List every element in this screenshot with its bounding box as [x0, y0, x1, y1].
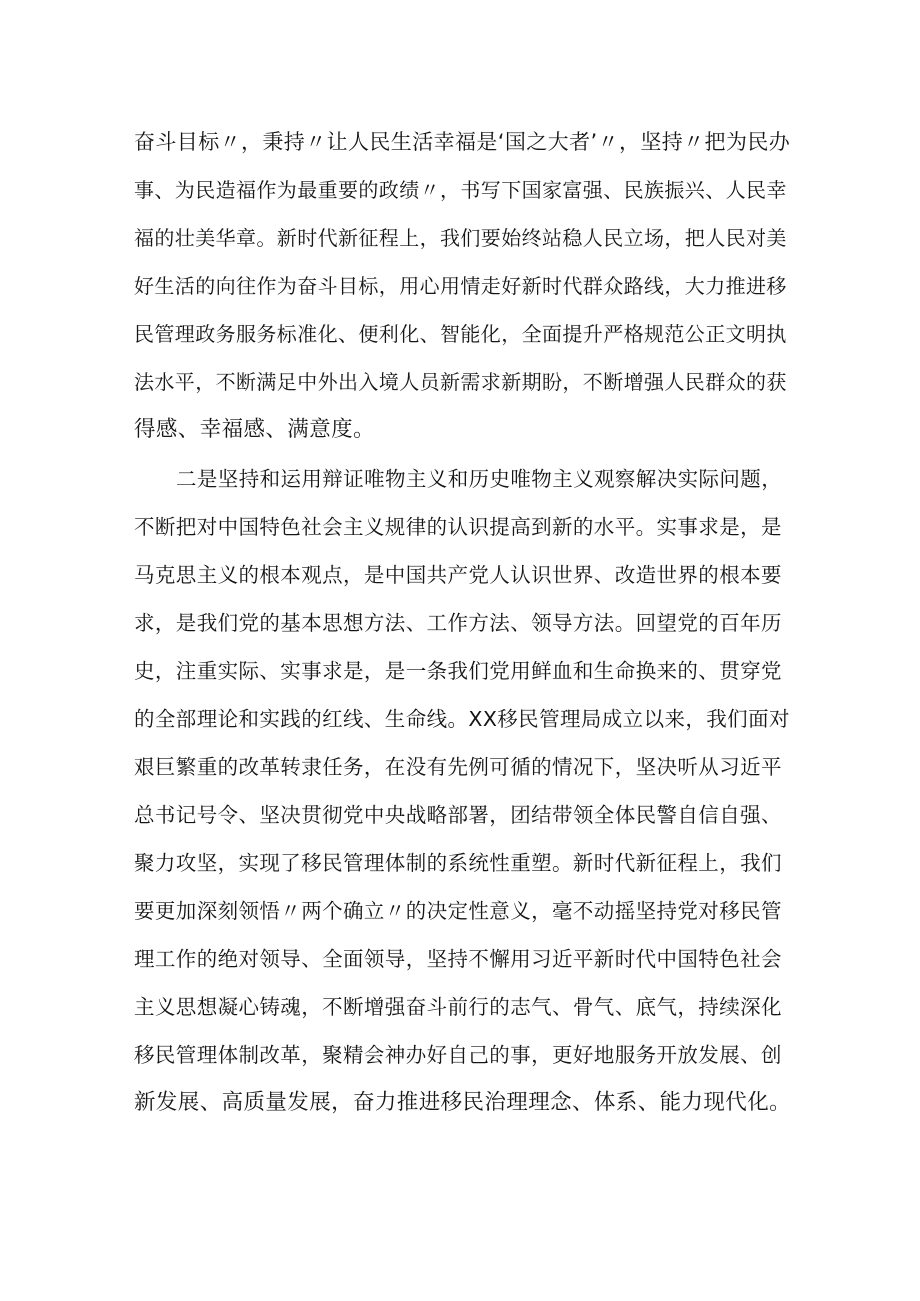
paragraph-2-line: 总书记号令、坚决贯彻党中央战略部署，团结带领全体民警自信自强、 — [134, 803, 782, 827]
paragraph-1-line: 法水平，不断满足中外出入境人员新需求新期盼，不断增强人民群众的获 — [134, 370, 787, 394]
paragraph-1-line: 民管理政务服务标准化、便利化、智能化，全面提升严格规范公正文明执 — [134, 322, 787, 346]
paragraph-2-line: 马克思主义的根本观点，是中国共产党人认识世界、改造世界的根本要 — [134, 563, 782, 587]
paragraph-2-line: 聚力攻坚，实现了移民管理体制的系统性重塑。新时代新征程上，我们 — [134, 851, 782, 875]
paragraph-1-line: 好生活的向往作为奋斗目标，用心用情走好新时代群众路线，大力推进移 — [134, 274, 787, 298]
paragraph-1-line: 奋斗目标〃，秉持〃让人民生活幸福是‘国之大者’〃，坚持〃把为民办 — [134, 130, 791, 154]
paragraph-1 — [134, 118, 794, 454]
paragraph-2-line: 求，是我们党的基本思想方法、工作方法、领导方法。回望党的百年历 — [134, 611, 782, 635]
paragraph-2 — [134, 455, 794, 1127]
paragraph-2-line: 移民管理体制改革，聚精会神办好自己的事，更好地服务开放发展、创 — [134, 1043, 782, 1067]
paragraph-2-line: 主义思想凝心铸魂，不断增强奋斗前行的志气、骨气、底气，持续深化 — [134, 995, 782, 1019]
paragraph-2-line: 要更加深刻领悟〃两个确立〃的决定性意义，毫不动摇坚持党对移民管 — [134, 899, 782, 923]
paragraph-2-line: 的全部理论和实践的红线、生命线。XX移民管理局成立以来，我们面对 — [134, 707, 790, 731]
paragraph-1-line: 得感、幸福感、满意度。 — [134, 417, 375, 442]
paragraph-2-line: 新发展、高质量发展，奋力推进移民治理理念、体系、能力现代化。 — [134, 1090, 792, 1115]
paragraph-2-line: 不断把对中国特色社会主义规律的认识提高到新的水平。实事求是，是 — [134, 515, 782, 539]
paragraph-1-line: 福的壮美华章。新时代新征程上，我们要始终站稳人民立场，把人民对美 — [134, 226, 787, 250]
paragraph-2-line: 二是坚持和运用辩证唯物主义和历史唯物主义观察解决实际问题， — [176, 467, 783, 491]
paragraph-1-line: 事、为民造福作为最重要的政绩〃，书写下国家富强、民族振兴、人民幸 — [134, 178, 787, 202]
paragraph-2-line: 史，注重实际、实事求是，是一条我们党用鲜血和生命换来的、贯穿党 — [134, 659, 782, 683]
paragraph-2-line: 理工作的绝对领导、全面领导，坚持不懈用习近平新时代中国特色社会 — [134, 947, 782, 971]
paragraph-2-line: 艰巨繁重的改革转隶任务，在没有先例可循的情况下，坚决听从习近平 — [134, 755, 782, 779]
